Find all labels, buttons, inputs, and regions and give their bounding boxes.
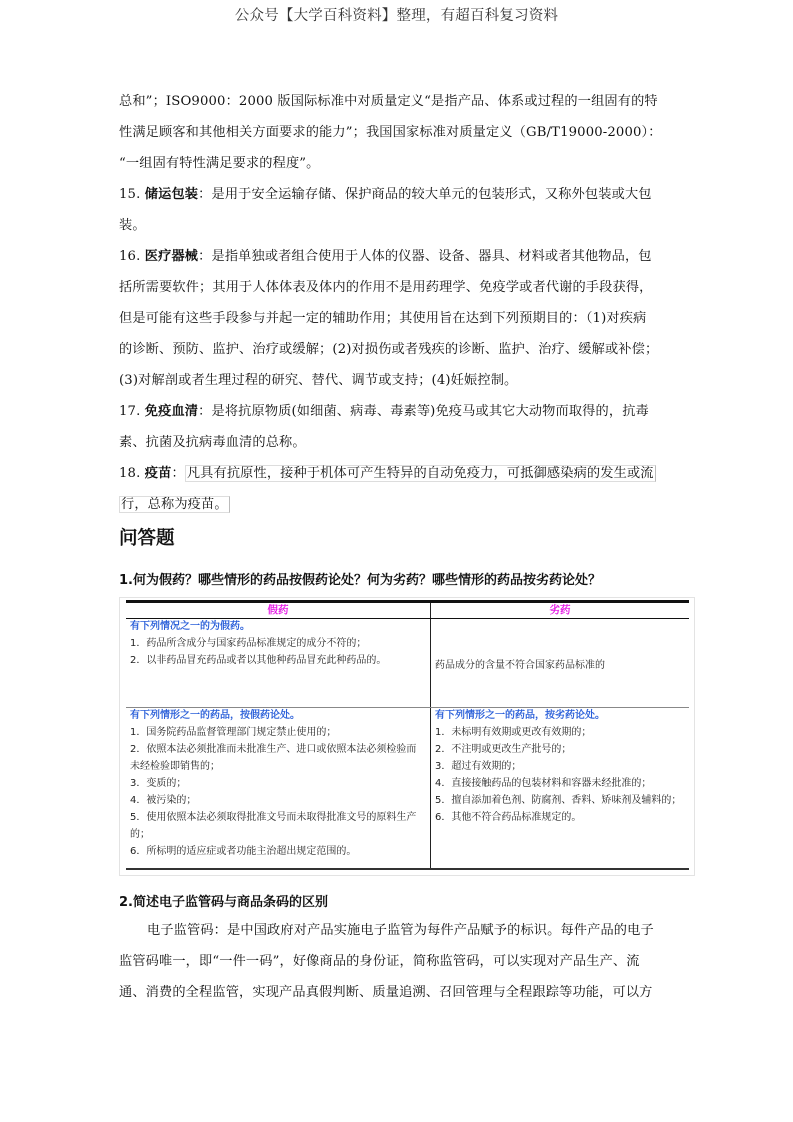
definition-line: 括所需要软件；其用于人体体表及体内的作用不是用药理学、免疫学或者代谢的手段获得，	[119, 280, 653, 295]
definition-line: 素、抗菌及抗病毒血清的总称。	[119, 435, 306, 450]
definition-17	[119, 396, 684, 458]
answer-line: 电子监管码：是中国政府对产品实施电子监管为每件产品赋予的标识。每件产品的电子	[147, 923, 654, 938]
definition-line: ：是将抗原物质(如细菌、病毒、毒素等)免疫马或其它大动物而取得的，抗毒	[198, 404, 649, 419]
definition-term: 医疗器械	[144, 249, 199, 264]
definition-line: 凡具有抗原性，接种于机体可产生特异的自动免疫力，可抵御感染病的发生或流	[186, 466, 654, 481]
table-cell	[126, 708, 431, 870]
table-cell	[126, 619, 431, 708]
definition-colon: ：	[171, 466, 185, 481]
answer-line: 监管码唯一，即“一件一码”，好像商品的身份证，简称监管码，可以实现对产品生产、流	[119, 954, 640, 969]
definition-line: 装。	[119, 218, 146, 233]
intro-paragraph	[119, 86, 684, 179]
definition-line: ：是指单独或者组合使用于人体的仪器、设备、器具、材料或者其他物品，包	[198, 249, 652, 264]
table-row	[126, 708, 689, 870]
definition-line: 但是可能有这些手段参与并起一定的辅助作用；其使用旨在达到下列预期目的：（1)对疾病	[119, 311, 647, 326]
definition-line: 行，总称为疫苗。	[121, 497, 228, 512]
comparison-table-frame	[119, 597, 695, 876]
table-cell	[431, 619, 690, 708]
question-2-title: 2.简述电子监管码与商品条码的区别	[119, 895, 328, 910]
answer-line: 通、消费的全程监管，实现产品真假判断、质量追溯、召回管理与全程跟踪等功能，可以方	[119, 985, 653, 1000]
cell-item: 4．直接接触药品的包装材料和容器未经批准的；	[435, 778, 652, 789]
cell-item: 2．依照本法必须批准而未批准生产、进口或依照本法必须检验而未经检验即销售的；	[130, 744, 417, 772]
definition-line: 的诊断、预防、监护、治疗或缓解；(2)对损伤或者残疾的诊断、监护、治疗、缓解或补偿；	[119, 342, 659, 357]
cell-item: 1．国务院药品监督管理部门规定禁止使用的；	[130, 727, 337, 738]
intro-line: “一组固有特性满足要求的程度”。	[119, 156, 320, 171]
table-cell	[431, 708, 690, 870]
definition-number: 15.	[119, 187, 141, 202]
cell-item: 5．使用依照本法必须取得批准文号而未取得批准文号的原料生产的；	[130, 812, 417, 840]
page-header-watermark: 公众号【大学百科资料】整理，有超百科复习资料	[234, 8, 559, 24]
definition-term: 储运包装	[144, 187, 199, 202]
definition-term: 免疫血清	[144, 404, 199, 419]
definition-line: (3)对解剖或者生理过程的研究、替代、调节或支持；(4)妊娠控制。	[119, 373, 518, 388]
table-header-substandard-drug: 劣药	[431, 602, 690, 619]
table-row	[126, 619, 689, 708]
cell-lead-text: 有下列情形之一的药品，按劣药论处。	[435, 710, 605, 721]
cell-lead-text: 有下列情况之一的为假药。	[130, 621, 250, 632]
question-1-title: 1.何为假药？哪些情形的药品按假药论处？何为劣药？哪些情形的药品按劣药论处？	[119, 573, 601, 588]
cell-item: 3．变质的；	[130, 778, 187, 789]
cell-item: 1．未标明有效期或更改有效期的；	[435, 727, 592, 738]
definition-15	[119, 179, 684, 241]
cell-item: 2．不注明或更改生产批号的；	[435, 744, 572, 755]
cell-item: 4．被污染的；	[130, 795, 197, 806]
definition-number: 18.	[119, 466, 141, 481]
comparison-table	[126, 600, 689, 870]
cell-item: 3．超过有效期的；	[435, 761, 522, 772]
cell-text: 药品成分的含量不符合国家药品标准的	[435, 659, 605, 671]
cell-item: 6．其他不符合药品标准规定的。	[435, 812, 582, 823]
cell-item: 2．以非药品冒充药品或者以其他种药品冒充此种药品的。	[130, 655, 387, 666]
definition-number: 17.	[119, 404, 141, 419]
table-header-fake-drug: 假药	[126, 602, 431, 619]
definition-line: ：是用于安全运输存储、保护商品的较大单元的包装形式，又称外包装或大包	[198, 187, 652, 202]
definition-number: 16.	[119, 249, 141, 264]
definition-term: 疫苗	[144, 466, 172, 481]
definition-18	[119, 458, 684, 520]
question-2-answer	[119, 915, 684, 1008]
intro-line: 总和”；ISO9000：2000 版国际标准中对质量定义“是指产品、体系或过程的一组固有的特	[119, 94, 658, 109]
intro-line: 性满足顾客和其他相关方面要求的能力”；我国国家标准对质量定义（GB/T19000-2000）：	[119, 125, 662, 140]
cell-item: 6．所标明的适应症或者功能主治超出规定范围的。	[130, 846, 357, 857]
cell-item: 5．擅自添加着色剂、防腐剂、香料、矫味剂及辅料的；	[435, 795, 682, 806]
cell-lead-text: 有下列情形之一的药品，按假药论处。	[130, 710, 300, 721]
cell-item: 1．药品所含成分与国家药品标准规定的成分不符的；	[130, 638, 367, 649]
definition-16	[119, 241, 684, 396]
section-title: 问答题	[119, 528, 175, 549]
